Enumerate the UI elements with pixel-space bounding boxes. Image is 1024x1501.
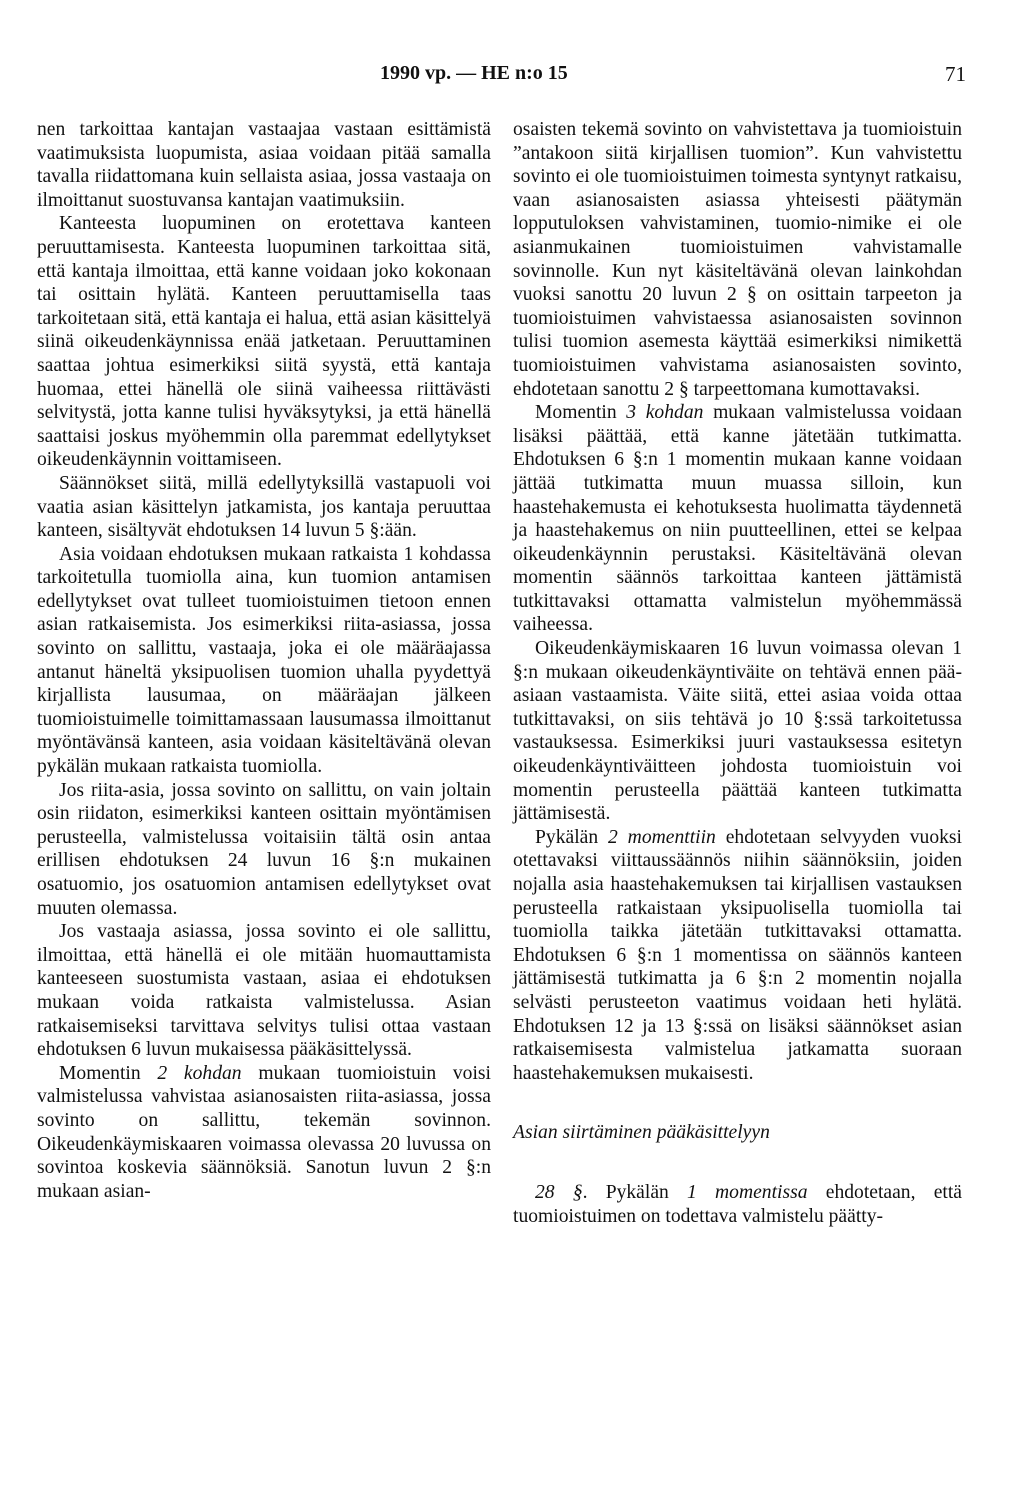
paragraph: Jos riita-asia, jossa sovinto on sallittu, on vain joltain osin riidaton, esimerkiksi kanteen osittain myöntämisen perusteella, valmistelussa voitaisiin tältä osin antaa erillisen ehdotuksen 24 luvun 16 §:n mukainen osatuomio, jos osatuomion antamisen edellytykset ovat muuten olemassa.	[37, 779, 491, 919]
text-run: Pykälän	[535, 826, 608, 848]
running-header: 1990 vp. — HE n:o 15	[380, 62, 568, 84]
text-run: mukaan tuomioistuin voisi valmistelussa vahvistaa asianosaisten riita-asiassa, jossa sovinto on sallittu, tekemän sovinnon. Oikeudenkäymiskaaren voimassa olevassa 20 luvussa on sovintoa koskevia säännöksiä. Sanotun luvun 2 §:n mukaan asian-	[37, 1062, 491, 1202]
paragraph: Kanteesta luopuminen on erotettava kanteen peruuttamisesta. Kanteesta luopuminen tarkoittaa sitä, että kantaja ilmoittaa, että kanne voidaan joko kokonaan tai osittain hylätä. Kanteen peruuttamisella taas tarkoitetaan sitä, että kantaja ei halua, että asian käsittelyä siinä oikeudenkäynnissa enää jatketaan. Peruuttaminen saattaa johtua esimerkiksi siitä syystä, että kantaja huomaa, ettei hänellä ole siinä vaiheessa riittävästi selvitystä, jotta kanne tulisi hyväksytyksi, ja että hänellä saattaisi joskus myöhemmin olla paremmat edellytykset oikeudenkäynnin voittamiseen.	[37, 213, 491, 471]
left-column	[37, 118, 491, 1203]
paragraph	[37, 1062, 491, 1204]
paragraph: Jos vastaaja asiassa, jossa sovinto ei ole sallittu, ilmoittaa, että hänellä ei ole mitään huomauttamista kanteeseen suostumista vastaan, asiaa ei ehdotuksen mukaan voida ratkaista valmistelussa. Asian ratkaisemiseksi tarvittava selvitys tulisi ottaa vastaan ehdotuksen 6 luvun mukaisessa pääkäsittelyssä.	[37, 921, 491, 1061]
text-run: . Pykälän	[582, 1181, 688, 1203]
text-run: mukaan valmistelussa voidaan lisäksi päättää, että kanne jätetään tutkimatta. Ehdotuksen 6 §:n 1 momentin mukaan kanne voidaan jättää tutkimatta muun muassa silloin, kun haastehakemusta ei kehotuksesta huolimatta täydennetä ja haastehakemus on niin puutteellinen, ettei se kelpaa oikeudenkäynnin perustaksi. Käsiteltävänä olevan momentin säännös tarkoittaa kanteen jättämistä tutkittavaksi ottamatta valmistelun myöhemmässä vaiheessa.	[513, 402, 962, 636]
right-column	[513, 118, 962, 1228]
paragraph	[513, 826, 962, 1086]
paragraph: osaisten tekemä sovinto on vahvistettava ja tuomioistuin ”antakoon siitä kirjallisen tuomion”. Kun vahvistettu sovinto ei ole tuomioistuimen toimesta syntynyt ratkaisu, vaan asianosaisten asiassa yhteisesti päätymän lopputuloksen vahvistaminen, tuomio-nimike ei ole asianmukainen tuomioistuimen vahvistamalle sovinnolle. Kun nyt käsiteltävänä olevan lainkohdan vuoksi sanottu 20 luvun 2 § on osittain tarpeeton ja tuomioistuimen vahvistaessa asianosaisten sovinnon tulisi tuomion asemesta käyttää esimerkiksi nimikettä tuomioistuimen vahvistama asianosaisten sovinto, ehdotetaan sanottu 2 § tarpeettomana kumottavaksi.	[513, 119, 962, 400]
text-run: Momentin	[535, 402, 627, 424]
paragraph: nen tarkoittaa kantajan vastaajaa vastaan esittämistä vaatimuksista luopumista, asiaa voidaan pitää samalla tavalla riidattomana kuin sellaista asiaa, jossa vastaaja on ilmoittanut suostuvansa kantajan vaatimuksiin.	[37, 119, 491, 211]
paragraph	[513, 401, 962, 637]
text-run: ehdotetaan, että tuomioistuimen on todettava valmistelu päätty-	[513, 1181, 962, 1227]
emphasis: 2 momenttiin	[608, 826, 716, 848]
emphasis: 3 kohdan	[626, 402, 704, 424]
page-number: 71	[945, 62, 966, 86]
paragraph: Säännökset siitä, millä edellytyksillä vastapuoli voi vaatia asian käsittelyn jatkamista, jos kantaja peruuttaa kanteen, sisältyvät ehdotuksen 14 luvun 5 §:ään.	[37, 472, 491, 542]
emphasis: 1 momentissa	[687, 1181, 808, 1203]
text-run: Momentin	[59, 1062, 158, 1084]
emphasis: 2 kohdan	[157, 1062, 242, 1084]
page-header	[0, 62, 1024, 92]
section-number: 28 §	[535, 1181, 583, 1203]
paragraph: Asia voidaan ehdotuksen mukaan ratkaista 1 kohdassa tarkoitetulla tuomiolla aina, kun tuomion antamisen edellytykset ovat tulleet tuomioistuimen tietoon ennen asian ratkaisemista. Jos esimerkiksi riita-asiassa, jossa sovinto on sallittu, vastaaja, joka ei ole määräajassa antanut häneltä yksipuolisen tuomion uhalla pyydettyä kirjallista lausumaa, on määräajan jälkeen tuomioistuimelle toimittamassaan lausumassa ilmoittanut myöntävänsä kanteen, asia voidaan käsiteltävänä olevan pykälän mukaan ratkaista tuomiolla.	[37, 543, 491, 778]
text-run: ehdotetaan selvyyden vuoksi otettavaksi viittaussäännös niihin säännöksiin, joiden nojalla asia haastehakemuksen tai kirjallisen vastauksen perusteella ratkaistaan yksipuolisella tuomiolla tai tuomiolla taikka jätetään tutkittavaksi ottamatta. Ehdotuksen 6 §:n 1 momentissa on säännös kanteen jättämisestä tutkimatta ja 6 §:n 2 momentin nojalla selvästi perusteeton vaatimus voidaan heti hylätä. Ehdotuksen 12 ja 13 §:ssä on lisäksi säännökset asian ratkaisemisesta valmistelua jatkamatta suoraan haastehakemuksen mukaisesti.	[513, 826, 962, 1084]
section-heading: Asian siirtäminen pääkäsittelyyn	[513, 1122, 770, 1144]
paragraph: Oikeudenkäymiskaaren 16 luvun voimassa olevan 1 §:n mukaan oikeudenkäyntiväite on tehtävä ennen pää- asiaan vastaamista. Väite siitä, ettei asiaa voida ottaa tutkittavaksi, on siis tehtävä jo 10 §:ssä tarkoitetussa vastauksessa. Esimerkiksi juuri vastauksessa esitetyn oikeudenkäyntiväitteen johdosta tuomioistuin voi momentin perusteella päättää kanteen tutkimatta jättämisestä.	[513, 638, 962, 825]
paragraph	[513, 1181, 962, 1228]
